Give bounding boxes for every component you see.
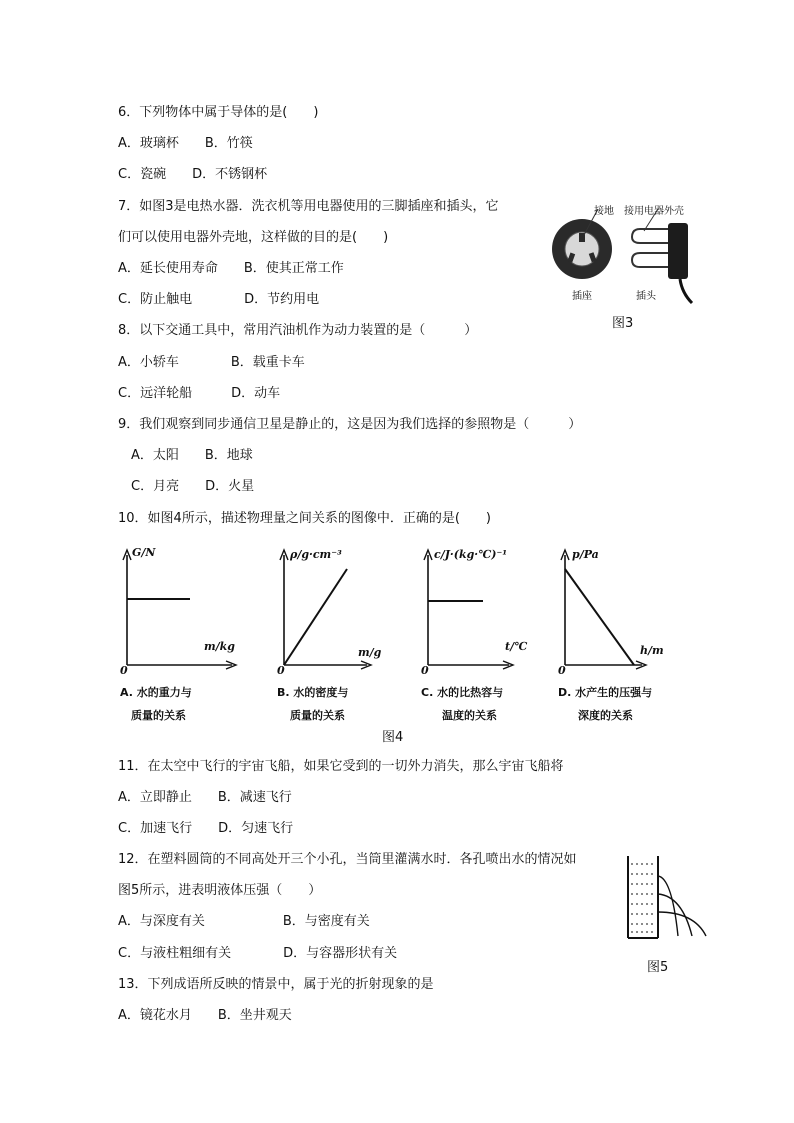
graph-d-origin: 0 [558,664,566,677]
q12-options-cd: C．与液柱粗细有关 D．与容器形状有关 [118,946,398,961]
graph-b-line [284,569,347,665]
q13-stem: 13．下列成语所反映的情景中，属于光的折射现象的是 [118,977,434,992]
graph-d-line [565,569,634,665]
q10-stem: 10．如图4所示，描述物理量之间关系的图像中．正确的是( ) [118,511,491,526]
graph-d-caption1: D. 水产生的压强与 [558,686,653,699]
fig3-label-ground: 接地 [594,206,614,217]
fig4-caption: 图4 [382,730,404,745]
q7-stem-line1: 7．如图3是电热水器．洗衣机等用电器使用的三脚插座和插头，它 [118,199,499,214]
graph-a-axes [120,545,240,675]
graph-d-caption2: 深度的关系 [578,709,633,722]
graph-d-xlabel: h/m [640,644,664,657]
graph-c-caption1: C. 水的比热容与 [421,686,504,699]
q11-stem: 11．在太空中飞行的宇宙飞船，如果它受到的一切外力消失，那么宇宙飞船将 [118,759,564,774]
q9-options-cd: C．月亮 D．火星 [131,479,255,494]
plug-prong-bottom [632,253,668,267]
q12-stem-line1: 12．在塑料圆筒的不同高处开三个小孔，当筒里灌满水时．各孔喷出水的情况如 [118,852,577,867]
graph-c-xlabel: t/℃ [505,640,528,653]
plug-prong-top [632,229,668,243]
q8-options-ab: A．小轿车 B．载重卡车 [118,355,305,370]
plug-cord [680,279,692,303]
graph-a-origin: 0 [120,664,128,677]
q6-stem: 6．下列物体中属于导体的是( ) [118,105,319,120]
graph-a-caption1: A. 水的重力与 [120,686,192,699]
water-cylinder-illustration [624,852,714,944]
q11-options-cd: C．加速飞行 D．匀速飞行 [118,821,294,836]
q7-stem-line2: 们可以使用电器外壳地，这样做的目的是( ) [118,230,389,245]
q8-stem: 8．以下交通工具中，常用汽油机作为动力装置的是（ ） [118,323,478,338]
fig3-label-shell: 接用电器外壳 [624,206,684,217]
fig3-label-plug: 插头 [636,291,656,302]
graph-b-caption2: 质量的关系 [290,709,345,722]
q11-options-ab: A．立即静止 B．减速飞行 [118,790,292,805]
q13-options-ab: A．镜花水月 B．坐井观天 [118,1008,292,1023]
q12-stem-line2: 图5所示，进表明液体压强（ ） [118,883,322,898]
graph-b-xlabel: m/g [358,646,382,659]
graph-a-caption2: 质量的关系 [131,709,186,722]
graph-c-ylabel: c/J·(kg·℃)⁻¹ [434,548,508,561]
q12-options-ab: A．与深度有关 B．与密度有关 [118,914,370,929]
fig3-label-socket: 插座 [572,291,592,302]
plug-body [668,223,688,279]
fig5-caption: 图5 [647,960,669,975]
jet-top [658,876,678,936]
q7-options-ab: A．延长使用寿命 B．使其正常工作 [118,261,344,276]
fig3-caption: 图3 [612,316,634,331]
q6-options-cd: C．瓷碗 D．不锈钢杯 [118,167,268,182]
graph-c-axes [421,545,541,675]
graph-b-origin: 0 [277,664,285,677]
graph-b-caption1: B. 水的密度与 [277,686,349,699]
graph-c-caption2: 温度的关系 [442,709,497,722]
q9-stem: 9．我们观察到同步通信卫星是静止的，这是因为我们选择的参照物是（ ） [118,417,582,432]
jet-bottom [658,912,706,936]
q8-options-cd: C．远洋轮船 D．动车 [118,386,281,401]
q6-options-ab: A．玻璃杯 B．竹筷 [118,136,253,151]
graph-c-origin: 0 [421,664,429,677]
graph-a-xlabel: m/kg [204,640,235,653]
graph-d-ylabel: p/Pa [572,548,599,561]
q7-options-cd: C．防止触电 D．节约用电 [118,292,320,307]
q9-options-ab: A．太阳 B．地球 [131,448,253,463]
graph-a-ylabel: G/N [132,546,156,559]
graph-b-ylabel: ρ/g·cm⁻³ [290,548,342,561]
